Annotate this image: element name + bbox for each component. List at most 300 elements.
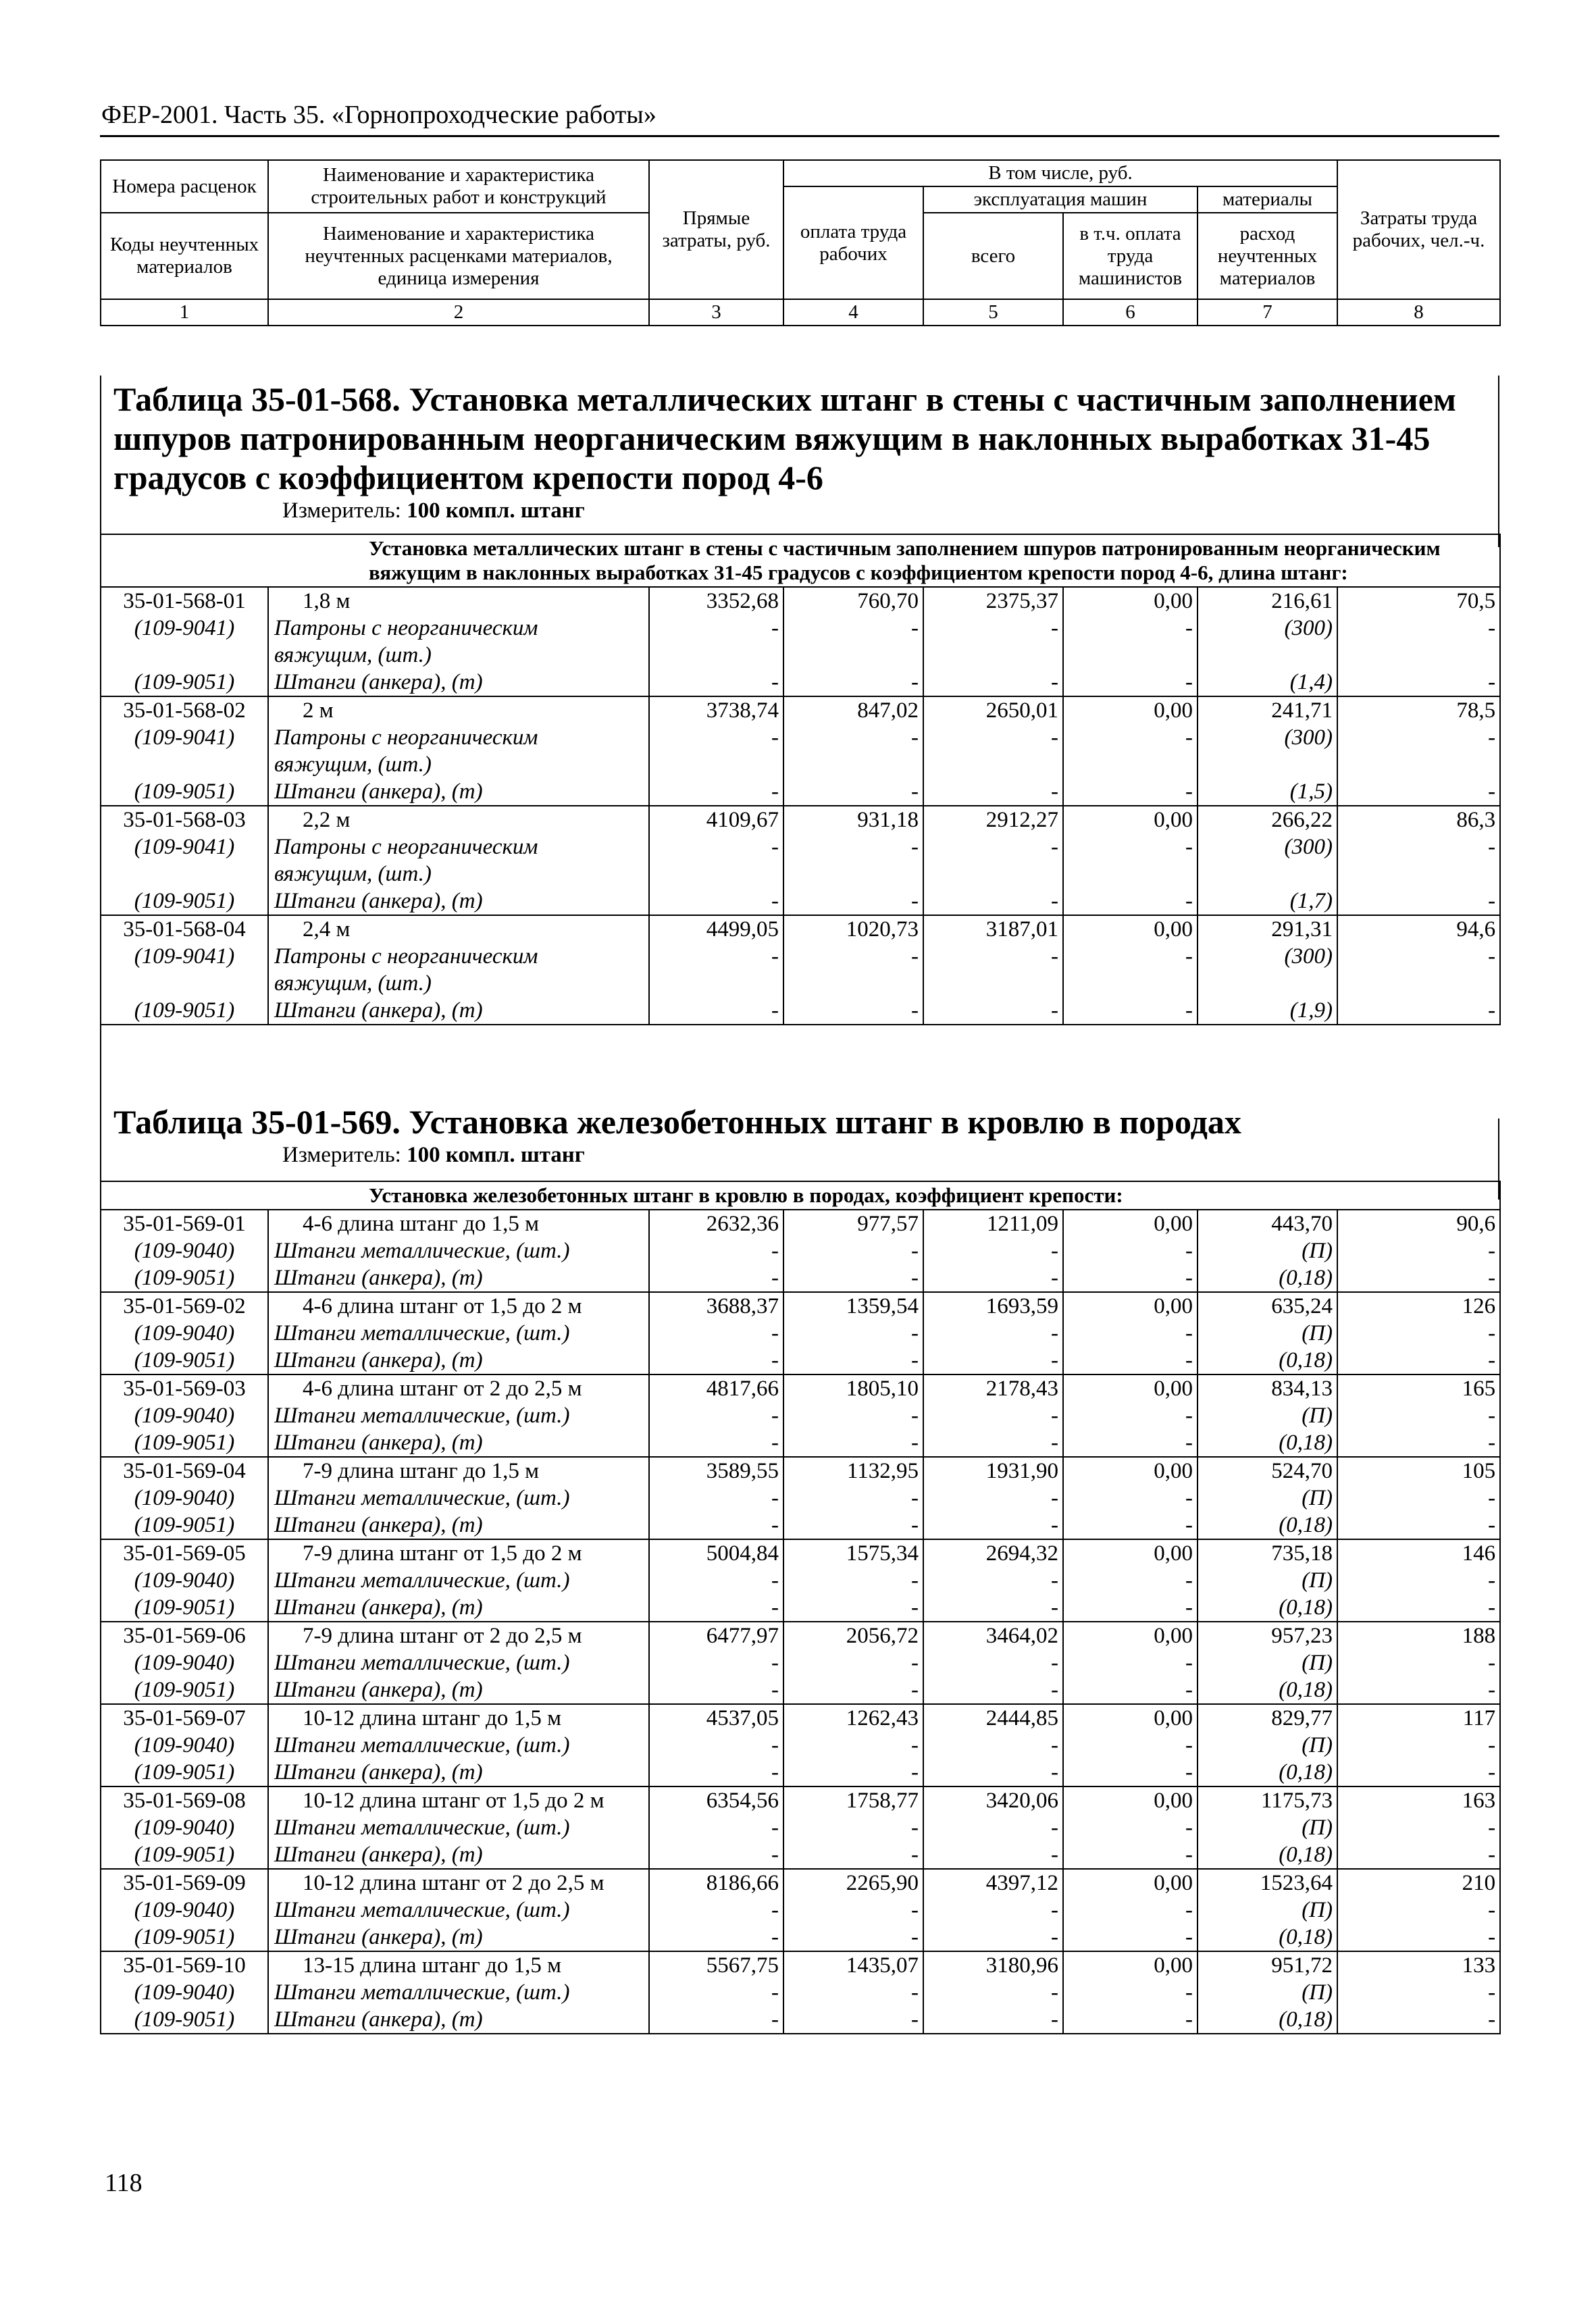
labor-hours: 117 bbox=[1337, 1704, 1500, 1732]
empty-dash: - bbox=[1063, 1649, 1198, 1676]
material-usage: (0,18) bbox=[1198, 1347, 1337, 1374]
rate-name: 1,8 м bbox=[268, 587, 649, 615]
machines-total: 3180,96 bbox=[923, 1951, 1063, 1979]
rate-code: 35-01-568-04 bbox=[101, 915, 268, 943]
material-code: (109-9040) bbox=[101, 1897, 268, 1924]
blank-cell bbox=[649, 642, 783, 669]
material-usage: (1,7) bbox=[1198, 888, 1337, 915]
material-name: Штанги (анкера), (т) bbox=[268, 778, 649, 806]
machinists-pay: 0,00 bbox=[1063, 915, 1198, 943]
material-code: (109-9051) bbox=[101, 997, 268, 1025]
rate-name: 4-6 длина штанг от 1,5 до 2 м bbox=[268, 1292, 649, 1320]
empty-dash: - bbox=[1337, 669, 1500, 696]
material-usage: (0,18) bbox=[1198, 2006, 1337, 2034]
material-row-continued bbox=[101, 642, 1500, 669]
machines-total: 2694,32 bbox=[923, 1539, 1063, 1567]
blank-cell bbox=[783, 860, 923, 888]
material-row bbox=[101, 1594, 1500, 1622]
empty-dash: - bbox=[923, 1841, 1063, 1869]
labor-hours: 146 bbox=[1337, 1539, 1500, 1567]
table-568-measure-label: Измеритель: bbox=[282, 498, 401, 523]
material-name: Штанги (анкера), (т) bbox=[268, 669, 649, 696]
col-num-2: 2 bbox=[268, 299, 649, 326]
table-569-id: Таблица 35-01-569. bbox=[113, 1103, 401, 1141]
empty-dash: - bbox=[923, 1594, 1063, 1622]
rate-code: 35-01-569-04 bbox=[101, 1457, 268, 1485]
blank-cell bbox=[1198, 970, 1337, 997]
materials-value: 735,18 bbox=[1198, 1539, 1337, 1567]
material-row bbox=[101, 997, 1500, 1025]
material-code: (109-9051) bbox=[101, 1594, 268, 1622]
material-name: Штанги (анкера), (т) bbox=[268, 2006, 649, 2034]
machines-total: 2912,27 bbox=[923, 806, 1063, 833]
empty-dash: - bbox=[1063, 1485, 1198, 1512]
empty-dash: - bbox=[783, 997, 923, 1025]
empty-dash: - bbox=[1063, 2006, 1198, 2034]
material-code: (109-9051) bbox=[101, 1841, 268, 1869]
machinists-pay: 0,00 bbox=[1063, 1457, 1198, 1485]
table-569-body bbox=[100, 1181, 1501, 2034]
material-name: Штанги металлические, (шт.) bbox=[268, 1732, 649, 1759]
blank-cell bbox=[1063, 642, 1198, 669]
empty-dash: - bbox=[649, 1897, 783, 1924]
material-name: Патроны с неорганическим bbox=[268, 833, 649, 860]
empty-dash: - bbox=[1337, 1320, 1500, 1347]
material-code: (109-9040) bbox=[101, 1649, 268, 1676]
empty-dash: - bbox=[1337, 2006, 1500, 2034]
rate-name: 2,2 м bbox=[268, 806, 649, 833]
material-usage: (П) bbox=[1198, 1402, 1337, 1429]
material-name: Штанги (анкера), (т) bbox=[268, 1347, 649, 1374]
page-header: ФЕР-2001. Часть 35. «Горнопроходческие работы» bbox=[101, 101, 657, 129]
empty-dash: - bbox=[649, 943, 783, 970]
empty-dash: - bbox=[923, 1237, 1063, 1264]
material-usage: (0,18) bbox=[1198, 1759, 1337, 1786]
table-568-heading bbox=[100, 380, 1499, 523]
material-usage: (П) bbox=[1198, 1237, 1337, 1264]
materials-value: 951,72 bbox=[1198, 1951, 1337, 1979]
empty-dash: - bbox=[783, 1732, 923, 1759]
empty-dash: - bbox=[923, 888, 1063, 915]
labor-pay: 1132,95 bbox=[783, 1457, 923, 1485]
material-code: (109-9051) bbox=[101, 1347, 268, 1374]
labor-hours: 133 bbox=[1337, 1951, 1500, 1979]
blank-cell bbox=[101, 642, 268, 669]
empty-dash: - bbox=[783, 1814, 923, 1841]
col-direct-costs-header: Прямые затраты, руб. bbox=[649, 160, 783, 299]
empty-dash: - bbox=[783, 1402, 923, 1429]
material-name-continued: вяжущим, (шт.) bbox=[268, 970, 649, 997]
page-number: 118 bbox=[105, 2169, 143, 2197]
material-code: (109-9040) bbox=[101, 1567, 268, 1594]
rate-code: 35-01-569-03 bbox=[101, 1374, 268, 1402]
table-568-body bbox=[100, 534, 1501, 1025]
col-num-1: 1 bbox=[101, 299, 268, 326]
material-code: (109-9040) bbox=[101, 1814, 268, 1841]
material-name: Штанги металлические, (шт.) bbox=[268, 1485, 649, 1512]
empty-dash: - bbox=[783, 2006, 923, 2034]
rate-row bbox=[101, 1210, 1500, 1237]
empty-dash: - bbox=[783, 1512, 923, 1539]
col-num-4: 4 bbox=[783, 299, 923, 326]
material-row-continued bbox=[101, 860, 1500, 888]
material-usage: (0,18) bbox=[1198, 1676, 1337, 1704]
col-labor-pay-header: оплата труда рабочих bbox=[783, 186, 923, 299]
material-code: (109-9051) bbox=[101, 1759, 268, 1786]
empty-dash: - bbox=[1337, 1237, 1500, 1264]
rate-code: 35-01-569-06 bbox=[101, 1622, 268, 1649]
materials-value: 1175,73 bbox=[1198, 1786, 1337, 1814]
material-row bbox=[101, 1320, 1500, 1347]
machinists-pay: 0,00 bbox=[1063, 806, 1198, 833]
empty-dash: - bbox=[1337, 1264, 1500, 1292]
empty-dash: - bbox=[783, 1759, 923, 1786]
empty-dash: - bbox=[923, 778, 1063, 806]
labor-hours: 90,6 bbox=[1337, 1210, 1500, 1237]
empty-dash: - bbox=[649, 1841, 783, 1869]
table-568-id: Таблица 35-01-568. bbox=[113, 380, 401, 418]
rate-code: 35-01-569-05 bbox=[101, 1539, 268, 1567]
empty-dash: - bbox=[649, 1512, 783, 1539]
empty-dash: - bbox=[1063, 1732, 1198, 1759]
empty-dash: - bbox=[923, 1402, 1063, 1429]
material-row bbox=[101, 1402, 1500, 1429]
labor-pay: 931,18 bbox=[783, 806, 923, 833]
material-name: Штанги металлические, (шт.) bbox=[268, 1320, 649, 1347]
material-usage: (0,18) bbox=[1198, 1264, 1337, 1292]
rate-name: 7-9 длина штанг от 2 до 2,5 м bbox=[268, 1622, 649, 1649]
col-including-header: В том числе, руб. bbox=[783, 160, 1337, 186]
labor-pay: 2056,72 bbox=[783, 1622, 923, 1649]
rate-row bbox=[101, 1869, 1500, 1897]
material-row bbox=[101, 1732, 1500, 1759]
materials-value: 291,31 bbox=[1198, 915, 1337, 943]
material-name: Штанги (анкера), (т) bbox=[268, 1594, 649, 1622]
material-row bbox=[101, 1979, 1500, 2006]
empty-dash: - bbox=[783, 1347, 923, 1374]
empty-dash: - bbox=[649, 1732, 783, 1759]
empty-dash: - bbox=[1063, 1567, 1198, 1594]
material-row bbox=[101, 1649, 1500, 1676]
blank-cell bbox=[1198, 642, 1337, 669]
material-row bbox=[101, 1814, 1500, 1841]
material-name: Штанги (анкера), (т) bbox=[268, 1676, 649, 1704]
empty-dash: - bbox=[649, 1567, 783, 1594]
material-row bbox=[101, 1759, 1500, 1786]
col-work-name-header: Наименование и характеристика строительных работ и конструкций bbox=[268, 160, 649, 213]
table-568-measure-value: 100 компл. штанг bbox=[407, 498, 585, 523]
material-row bbox=[101, 1841, 1500, 1869]
labor-hours: 70,5 bbox=[1337, 587, 1500, 615]
material-row bbox=[101, 669, 1500, 696]
empty-dash: - bbox=[649, 1402, 783, 1429]
empty-dash: - bbox=[1063, 997, 1198, 1025]
material-name: Штанги (анкера), (т) bbox=[268, 1924, 649, 1951]
empty-dash: - bbox=[1337, 1512, 1500, 1539]
empty-dash: - bbox=[1063, 1320, 1198, 1347]
material-row bbox=[101, 888, 1500, 915]
material-name: Штанги металлические, (шт.) bbox=[268, 1979, 649, 2006]
empty-dash: - bbox=[783, 1429, 923, 1457]
machinists-pay: 0,00 bbox=[1063, 1704, 1198, 1732]
blank-cell bbox=[1337, 751, 1500, 778]
table-569-title: Установка железобетонных штанг в кровлю в породах bbox=[409, 1103, 1241, 1141]
empty-dash: - bbox=[1337, 1567, 1500, 1594]
empty-dash: - bbox=[649, 1924, 783, 1951]
direct-costs: 3688,37 bbox=[649, 1292, 783, 1320]
machines-total: 1931,90 bbox=[923, 1457, 1063, 1485]
machines-total: 3187,01 bbox=[923, 915, 1063, 943]
material-usage: (300) bbox=[1198, 724, 1337, 751]
blank-cell bbox=[923, 751, 1063, 778]
empty-dash: - bbox=[923, 1759, 1063, 1786]
empty-dash: - bbox=[923, 1264, 1063, 1292]
empty-dash: - bbox=[1337, 997, 1500, 1025]
empty-dash: - bbox=[1337, 1676, 1500, 1704]
rate-name: 13-15 длина штанг до 1,5 м bbox=[268, 1951, 649, 1979]
empty-dash: - bbox=[1337, 1841, 1500, 1869]
labor-hours: 86,3 bbox=[1337, 806, 1500, 833]
rate-row bbox=[101, 696, 1500, 724]
labor-pay: 760,70 bbox=[783, 587, 923, 615]
blank-cell bbox=[1063, 970, 1198, 997]
empty-dash: - bbox=[1063, 1402, 1198, 1429]
empty-dash: - bbox=[649, 1347, 783, 1374]
empty-dash: - bbox=[783, 1841, 923, 1869]
empty-dash: - bbox=[783, 1649, 923, 1676]
empty-dash: - bbox=[783, 724, 923, 751]
material-row bbox=[101, 778, 1500, 806]
blank-cell bbox=[1337, 860, 1500, 888]
machines-total: 2650,01 bbox=[923, 696, 1063, 724]
empty-dash: - bbox=[1337, 615, 1500, 642]
col-num-6: 6 bbox=[1063, 299, 1198, 326]
material-usage: (300) bbox=[1198, 615, 1337, 642]
material-usage: (0,18) bbox=[1198, 1924, 1337, 1951]
material-usage: (П) bbox=[1198, 1320, 1337, 1347]
empty-dash: - bbox=[1337, 724, 1500, 751]
empty-dash: - bbox=[1337, 1429, 1500, 1457]
rate-code: 35-01-569-07 bbox=[101, 1704, 268, 1732]
empty-dash: - bbox=[1337, 1347, 1500, 1374]
material-code: (109-9040) bbox=[101, 1485, 268, 1512]
empty-dash: - bbox=[1063, 1841, 1198, 1869]
rate-row bbox=[101, 1292, 1500, 1320]
material-code: (109-9051) bbox=[101, 778, 268, 806]
direct-costs: 5567,75 bbox=[649, 1951, 783, 1979]
empty-dash: - bbox=[649, 669, 783, 696]
col-labor-hours-header: Затраты труда рабочих, чел.-ч. bbox=[1337, 160, 1500, 299]
material-name: Патроны с неорганическим bbox=[268, 615, 649, 642]
material-usage: (0,18) bbox=[1198, 1841, 1337, 1869]
empty-dash: - bbox=[783, 1485, 923, 1512]
empty-dash: - bbox=[1063, 1676, 1198, 1704]
material-code: (109-9041) bbox=[101, 833, 268, 860]
material-name: Патроны с неорганическим bbox=[268, 724, 649, 751]
material-usage: (1,5) bbox=[1198, 778, 1337, 806]
blank-cell bbox=[101, 751, 268, 778]
labor-pay: 977,57 bbox=[783, 1210, 923, 1237]
machines-total: 1693,59 bbox=[923, 1292, 1063, 1320]
material-code: (109-9041) bbox=[101, 724, 268, 751]
labor-hours: 188 bbox=[1337, 1622, 1500, 1649]
empty-dash: - bbox=[649, 1485, 783, 1512]
material-name: Штанги металлические, (шт.) bbox=[268, 1897, 649, 1924]
rate-name: 4-6 длина штанг от 2 до 2,5 м bbox=[268, 1374, 649, 1402]
empty-dash: - bbox=[1337, 1897, 1500, 1924]
table-568-caption: Установка металлических штанг в стены с частичным заполнением шпуров патронированным неорганическим вяжущим в наклонных выработках 31-45 градусов с коэффициентом крепости пород 4-6, длина штанг: bbox=[101, 534, 1500, 587]
material-row bbox=[101, 1237, 1500, 1264]
empty-dash: - bbox=[923, 943, 1063, 970]
blank-cell bbox=[783, 642, 923, 669]
empty-dash: - bbox=[649, 724, 783, 751]
empty-dash: - bbox=[1063, 1759, 1198, 1786]
material-name-continued: вяжущим, (шт.) bbox=[268, 860, 649, 888]
labor-hours: 94,6 bbox=[1337, 915, 1500, 943]
labor-hours: 210 bbox=[1337, 1869, 1500, 1897]
empty-dash: - bbox=[649, 888, 783, 915]
material-name: Штанги металлические, (шт.) bbox=[268, 1567, 649, 1594]
rate-row bbox=[101, 1704, 1500, 1732]
direct-costs: 3352,68 bbox=[649, 587, 783, 615]
blank-cell bbox=[1337, 970, 1500, 997]
machines-total: 1211,09 bbox=[923, 1210, 1063, 1237]
empty-dash: - bbox=[783, 669, 923, 696]
empty-dash: - bbox=[783, 1979, 923, 2006]
material-usage: (0,18) bbox=[1198, 1512, 1337, 1539]
material-usage: (П) bbox=[1198, 1567, 1337, 1594]
blank-cell bbox=[649, 860, 783, 888]
material-name: Штанги (анкера), (т) bbox=[268, 997, 649, 1025]
blank-cell bbox=[923, 860, 1063, 888]
empty-dash: - bbox=[783, 615, 923, 642]
labor-hours: 105 bbox=[1337, 1457, 1500, 1485]
col-machinists-pay-header: в т.ч. оплата труда машинистов bbox=[1063, 213, 1198, 299]
material-row bbox=[101, 1347, 1500, 1374]
material-name: Штанги (анкера), (т) bbox=[268, 1429, 649, 1457]
empty-dash: - bbox=[649, 997, 783, 1025]
empty-dash: - bbox=[649, 833, 783, 860]
blank-cell bbox=[1337, 642, 1500, 669]
rate-code: 35-01-568-03 bbox=[101, 806, 268, 833]
material-name: Штанги металлические, (шт.) bbox=[268, 1649, 649, 1676]
col-rate-number-header: Номера расценок bbox=[101, 160, 268, 213]
material-name: Патроны с неорганическим bbox=[268, 943, 649, 970]
empty-dash: - bbox=[1063, 1429, 1198, 1457]
machinists-pay: 0,00 bbox=[1063, 1374, 1198, 1402]
empty-dash: - bbox=[1063, 1897, 1198, 1924]
labor-pay: 1020,73 bbox=[783, 915, 923, 943]
empty-dash: - bbox=[923, 997, 1063, 1025]
col-num-3: 3 bbox=[649, 299, 783, 326]
col-num-5: 5 bbox=[923, 299, 1063, 326]
col-material-codes-header: Коды неучтенных материалов bbox=[101, 213, 268, 299]
machinists-pay: 0,00 bbox=[1063, 587, 1198, 615]
empty-dash: - bbox=[923, 1924, 1063, 1951]
material-code: (109-9051) bbox=[101, 1429, 268, 1457]
machines-total: 3420,06 bbox=[923, 1786, 1063, 1814]
material-name-continued: вяжущим, (шт.) bbox=[268, 751, 649, 778]
empty-dash: - bbox=[783, 1320, 923, 1347]
material-name: Штанги (анкера), (т) bbox=[268, 1759, 649, 1786]
blank-cell bbox=[101, 970, 268, 997]
material-row bbox=[101, 1676, 1500, 1704]
rate-name: 10-12 длина штанг от 1,5 до 2 м bbox=[268, 1786, 649, 1814]
empty-dash: - bbox=[783, 888, 923, 915]
rate-row bbox=[101, 1786, 1500, 1814]
labor-hours: 163 bbox=[1337, 1786, 1500, 1814]
machines-total: 2375,37 bbox=[923, 587, 1063, 615]
empty-dash: - bbox=[649, 1429, 783, 1457]
blank-cell bbox=[649, 970, 783, 997]
empty-dash: - bbox=[649, 615, 783, 642]
empty-dash: - bbox=[783, 1924, 923, 1951]
material-row bbox=[101, 1485, 1500, 1512]
empty-dash: - bbox=[923, 2006, 1063, 2034]
labor-pay: 1575,34 bbox=[783, 1539, 923, 1567]
labor-pay: 1262,43 bbox=[783, 1704, 923, 1732]
direct-costs: 8186,66 bbox=[649, 1869, 783, 1897]
empty-dash: - bbox=[649, 1759, 783, 1786]
material-usage: (1,9) bbox=[1198, 997, 1337, 1025]
empty-dash: - bbox=[1337, 1924, 1500, 1951]
rate-row bbox=[101, 806, 1500, 833]
rate-row bbox=[101, 1457, 1500, 1485]
col-machines-header: эксплуатация машин bbox=[923, 186, 1198, 213]
empty-dash: - bbox=[923, 1897, 1063, 1924]
direct-costs: 4537,05 bbox=[649, 1704, 783, 1732]
material-usage: (П) bbox=[1198, 1979, 1337, 2006]
col-material-usage-header: расход неучтенных материалов bbox=[1198, 213, 1337, 299]
empty-dash: - bbox=[1063, 943, 1198, 970]
empty-dash: - bbox=[923, 669, 1063, 696]
direct-costs: 5004,84 bbox=[649, 1539, 783, 1567]
labor-pay: 1758,77 bbox=[783, 1786, 923, 1814]
empty-dash: - bbox=[1063, 669, 1198, 696]
material-row bbox=[101, 2006, 1500, 2034]
material-code: (109-9040) bbox=[101, 1320, 268, 1347]
material-row bbox=[101, 1897, 1500, 1924]
table-569-caption: Установка железобетонных штанг в кровлю в породах, коэффициент крепости: bbox=[101, 1181, 1500, 1210]
rate-code: 35-01-569-10 bbox=[101, 1951, 268, 1979]
material-row-continued bbox=[101, 751, 1500, 778]
empty-dash: - bbox=[923, 1567, 1063, 1594]
material-name-continued: вяжущим, (шт.) bbox=[268, 642, 649, 669]
blank-cell bbox=[649, 751, 783, 778]
material-code: (109-9040) bbox=[101, 1237, 268, 1264]
rate-name: 2,4 м bbox=[268, 915, 649, 943]
empty-dash: - bbox=[923, 1649, 1063, 1676]
rate-name: 10-12 длина штанг до 1,5 м bbox=[268, 1704, 649, 1732]
empty-dash: - bbox=[649, 1264, 783, 1292]
table-568-title: Установка металлических штанг в стены с частичным заполнением шпуров патронированным неорганическим вяжущим в наклонных выработках 31-45 градусов с коэффициентом крепости пород 4-6 bbox=[113, 380, 1456, 496]
empty-dash: - bbox=[783, 1676, 923, 1704]
labor-hours: 165 bbox=[1337, 1374, 1500, 1402]
material-code: (109-9051) bbox=[101, 1924, 268, 1951]
materials-value: 957,23 bbox=[1198, 1622, 1337, 1649]
col-num-8: 8 bbox=[1337, 299, 1500, 326]
empty-dash: - bbox=[923, 1979, 1063, 2006]
material-code: (109-9040) bbox=[101, 1732, 268, 1759]
empty-dash: - bbox=[923, 615, 1063, 642]
labor-pay: 1435,07 bbox=[783, 1951, 923, 1979]
rate-code: 35-01-569-08 bbox=[101, 1786, 268, 1814]
material-name: Штанги металлические, (шт.) bbox=[268, 1237, 649, 1264]
material-name: Штанги металлические, (шт.) bbox=[268, 1402, 649, 1429]
machinists-pay: 0,00 bbox=[1063, 1869, 1198, 1897]
empty-dash: - bbox=[1063, 888, 1198, 915]
empty-dash: - bbox=[1063, 1924, 1198, 1951]
